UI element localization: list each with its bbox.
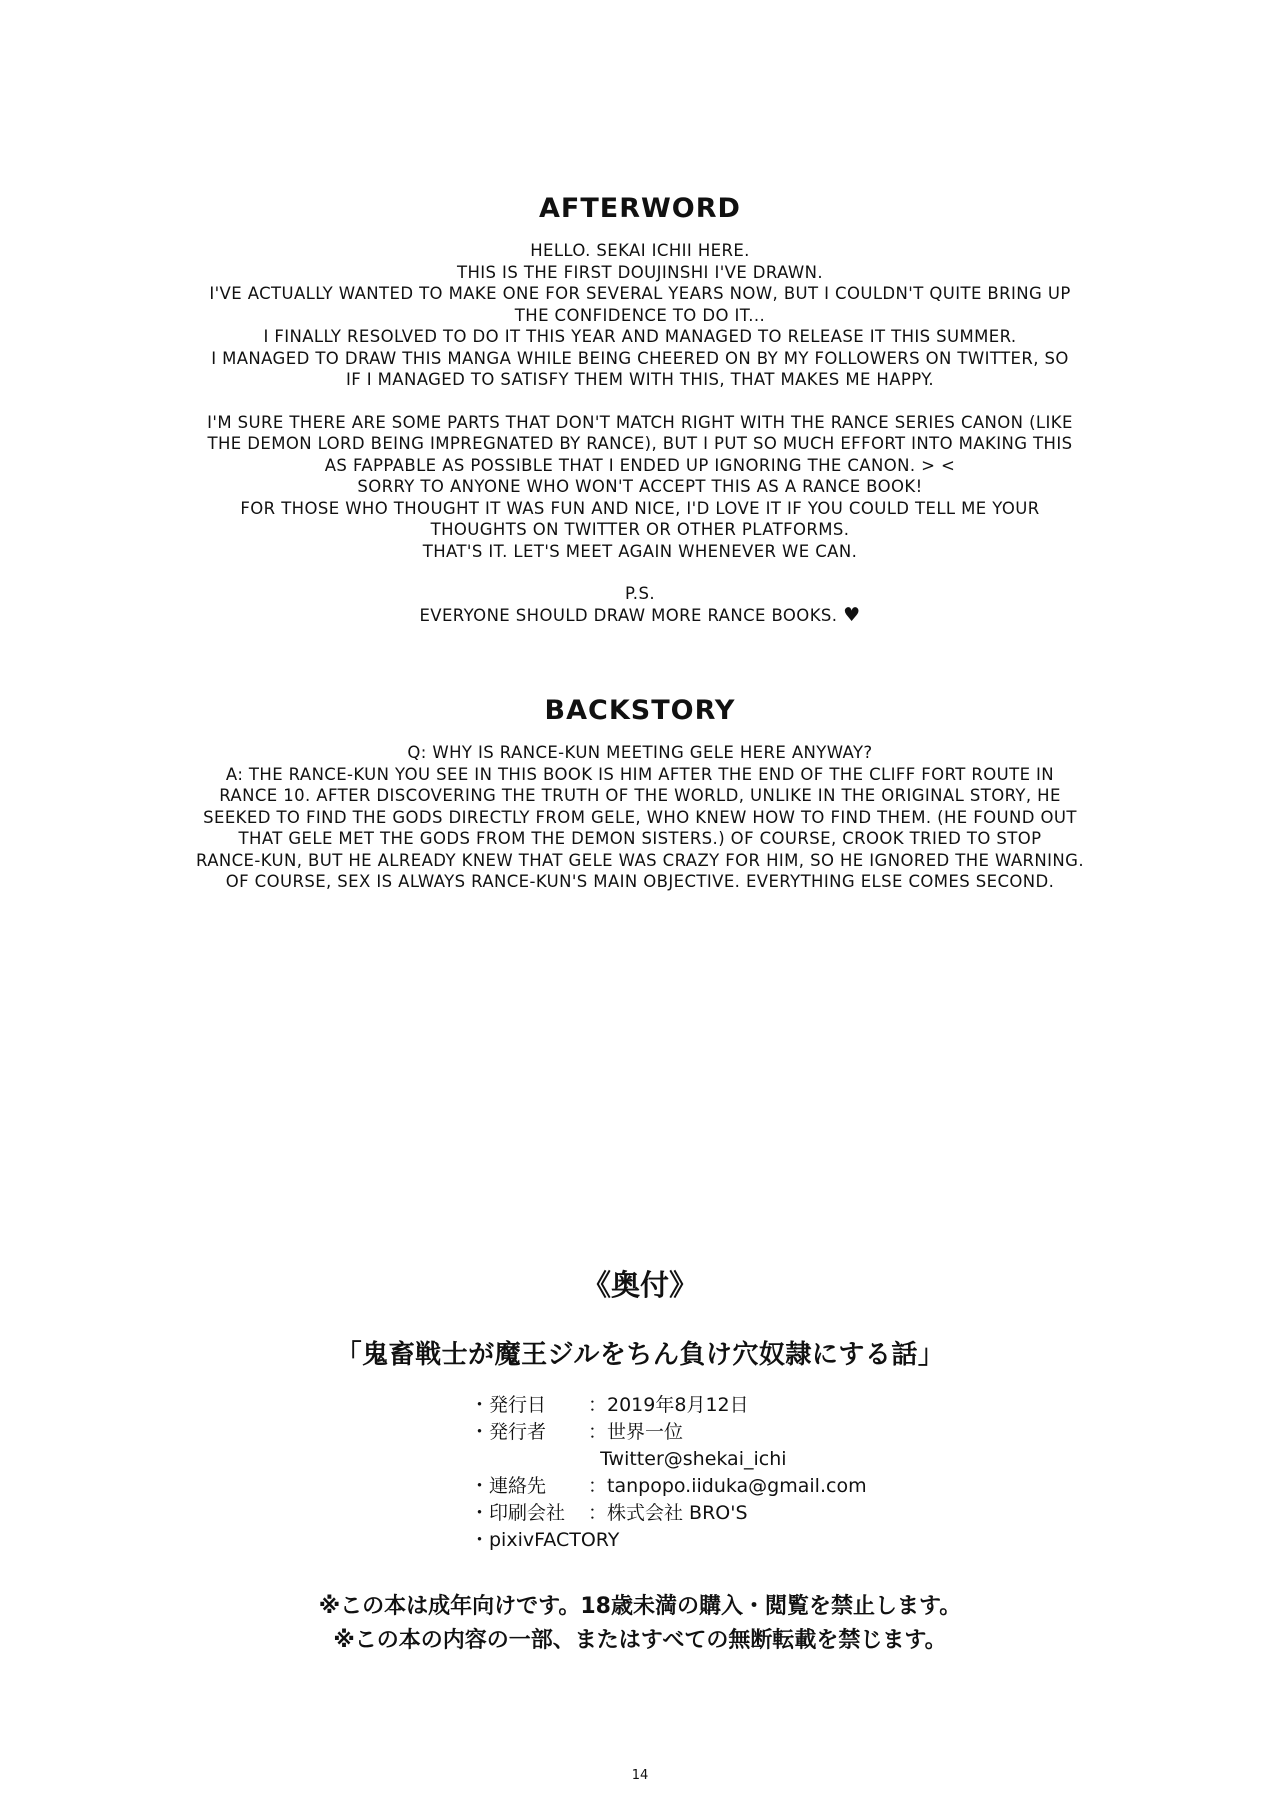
afterword-line: THE CONFIDENCE TO DO IT... bbox=[514, 305, 766, 325]
afterword-line: I'VE ACTUALLY WANTED TO MAKE ONE FOR SEVERAL YEARS NOW, BUT I COULDN'T QUITE BRING UP bbox=[209, 284, 1071, 303]
detail-label: ・pixivFACTORY bbox=[470, 1529, 620, 1551]
notice-adult: ※この本は成年向けです。18歳未満の購入・閲覧を禁止します。 bbox=[318, 1594, 962, 1619]
afterword-line: I MANAGED TO DRAW THIS MANGA WHILE BEING CHEERED ON BY MY FOLLOWERS ON TWITTER, SO bbox=[211, 348, 1069, 368]
detail-value: ：2019年8月12日 bbox=[588, 1394, 749, 1416]
backstory-heading: BACKSTORY bbox=[544, 695, 736, 726]
book-title: 「鬼畜戦士が魔王ジルをちん負け穴奴隷にする話」 bbox=[335, 1340, 945, 1370]
backstory-line: Q: WHY IS RANCE-KUN MEETING GELE HERE ANYWAY? bbox=[407, 743, 873, 762]
detail-label: ・発行者 bbox=[470, 1421, 547, 1443]
detail-value: Twitter@shekai_ichi bbox=[588, 1448, 787, 1470]
detail-row bbox=[470, 1446, 867, 1473]
colophon-heading: 《奥付》 bbox=[581, 1268, 698, 1302]
afterword-line: THOUGHTS ON TWITTER OR OTHER PLATFORMS. bbox=[430, 520, 850, 539]
page-number: 14 bbox=[631, 1768, 649, 1783]
afterword-line: THE DEMON LORD BEING IMPREGNATED BY RANCE), BUT I PUT SO MUCH EFFORT INTO MAKING THIS bbox=[207, 434, 1073, 453]
backstory-line: A: THE RANCE-KUN YOU SEE IN THIS BOOK IS HIM AFTER THE END OF THE CLIFF FORT ROUTE IN bbox=[225, 764, 1055, 784]
detail-value: ：tanpopo.iiduka@gmail.com bbox=[588, 1475, 867, 1497]
backstory-line: OF COURSE, SEX IS ALWAYS RANCE-KUN'S MAIN OBJECTIVE. EVERYTHING ELSE COMES SECOND. bbox=[225, 872, 1055, 891]
afterword-line: IF I MANAGED TO SATISFY THEM WITH THIS, THAT MAKES ME HAPPY. bbox=[345, 370, 935, 389]
colophon-details bbox=[470, 1392, 867, 1554]
notice-copyright: ※この本の内容の一部、またはすべての無断転載を禁じます。 bbox=[333, 1628, 947, 1653]
detail-label: ・発行日 bbox=[470, 1394, 547, 1416]
afterword-line: HELLO. SEKAI ICHII HERE. bbox=[530, 241, 750, 260]
backstory-line: SEEKED TO FIND THE GODS DIRECTLY FROM GELE, WHO KNEW HOW TO FIND THEM. (HE FOUND OUT bbox=[203, 807, 1077, 827]
detail-value: ：世界一位 bbox=[588, 1421, 684, 1443]
backstory-body bbox=[0, 742, 1280, 893]
backstory-line: RANCE-KUN, BUT HE ALREADY KNEW THAT GELE WAS CRAZY FOR HIM, SO HE IGNORED THE WARNING. bbox=[196, 850, 1084, 870]
detail-label: ・印刷会社 bbox=[470, 1502, 566, 1524]
ps-label: P.S. bbox=[625, 584, 655, 603]
detail-row bbox=[470, 1419, 867, 1446]
afterword-line: SORRY TO ANYONE WHO WON'T ACCEPT THIS AS A RANCE BOOK! bbox=[357, 477, 923, 496]
afterword-line: I FINALLY RESOLVED TO DO IT THIS YEAR AND MANAGED TO RELEASE IT THIS SUMMER. bbox=[263, 327, 1017, 346]
detail-row bbox=[470, 1527, 867, 1554]
backstory-line: THAT GELE MET THE GODS FROM THE DEMON SISTERS.) OF COURSE, CROOK TRIED TO STOP bbox=[238, 829, 1042, 848]
detail-value: ：株式会社 BRO'S bbox=[588, 1502, 748, 1524]
ps-line bbox=[0, 605, 1280, 627]
backstory-line: RANCE 10. AFTER DISCOVERING THE TRUTH OF THE WORLD, UNLIKE IN THE ORIGINAL STORY, HE bbox=[219, 786, 1061, 805]
afterword-line: THIS IS THE FIRST DOUJINSHI I'VE DRAWN. bbox=[456, 262, 823, 282]
paragraph-gap bbox=[0, 391, 1280, 412]
afterword-line: THAT'S IT. LET'S MEET AGAIN WHENEVER WE CAN. bbox=[422, 541, 858, 561]
afterword-heading: AFTERWORD bbox=[539, 193, 741, 224]
detail-row bbox=[470, 1392, 867, 1419]
detail-label: ・連絡先 bbox=[470, 1475, 547, 1497]
afterword-line: AS FAPPABLE AS POSSIBLE THAT I ENDED UP IGNORING THE CANON. > < bbox=[324, 455, 956, 475]
detail-row bbox=[470, 1473, 867, 1500]
detail-row bbox=[470, 1500, 867, 1527]
afterword-line: I'M SURE THERE ARE SOME PARTS THAT DON'T MATCH RIGHT WITH THE RANCE SERIES CANON (LIKE bbox=[207, 412, 1073, 432]
afterword-body bbox=[0, 240, 1280, 626]
detail-label bbox=[470, 1446, 588, 1473]
afterword-line: FOR THOSE WHO THOUGHT IT WAS FUN AND NICE, I'D LOVE IT IF YOU COULD TELL ME YOUR bbox=[240, 498, 1040, 518]
ps-text: EVERYONE SHOULD DRAW MORE RANCE BOOKS. bbox=[419, 605, 838, 625]
notices bbox=[0, 1590, 1280, 1658]
paragraph-gap bbox=[0, 562, 1280, 583]
heart-icon: ♥ bbox=[843, 603, 861, 626]
